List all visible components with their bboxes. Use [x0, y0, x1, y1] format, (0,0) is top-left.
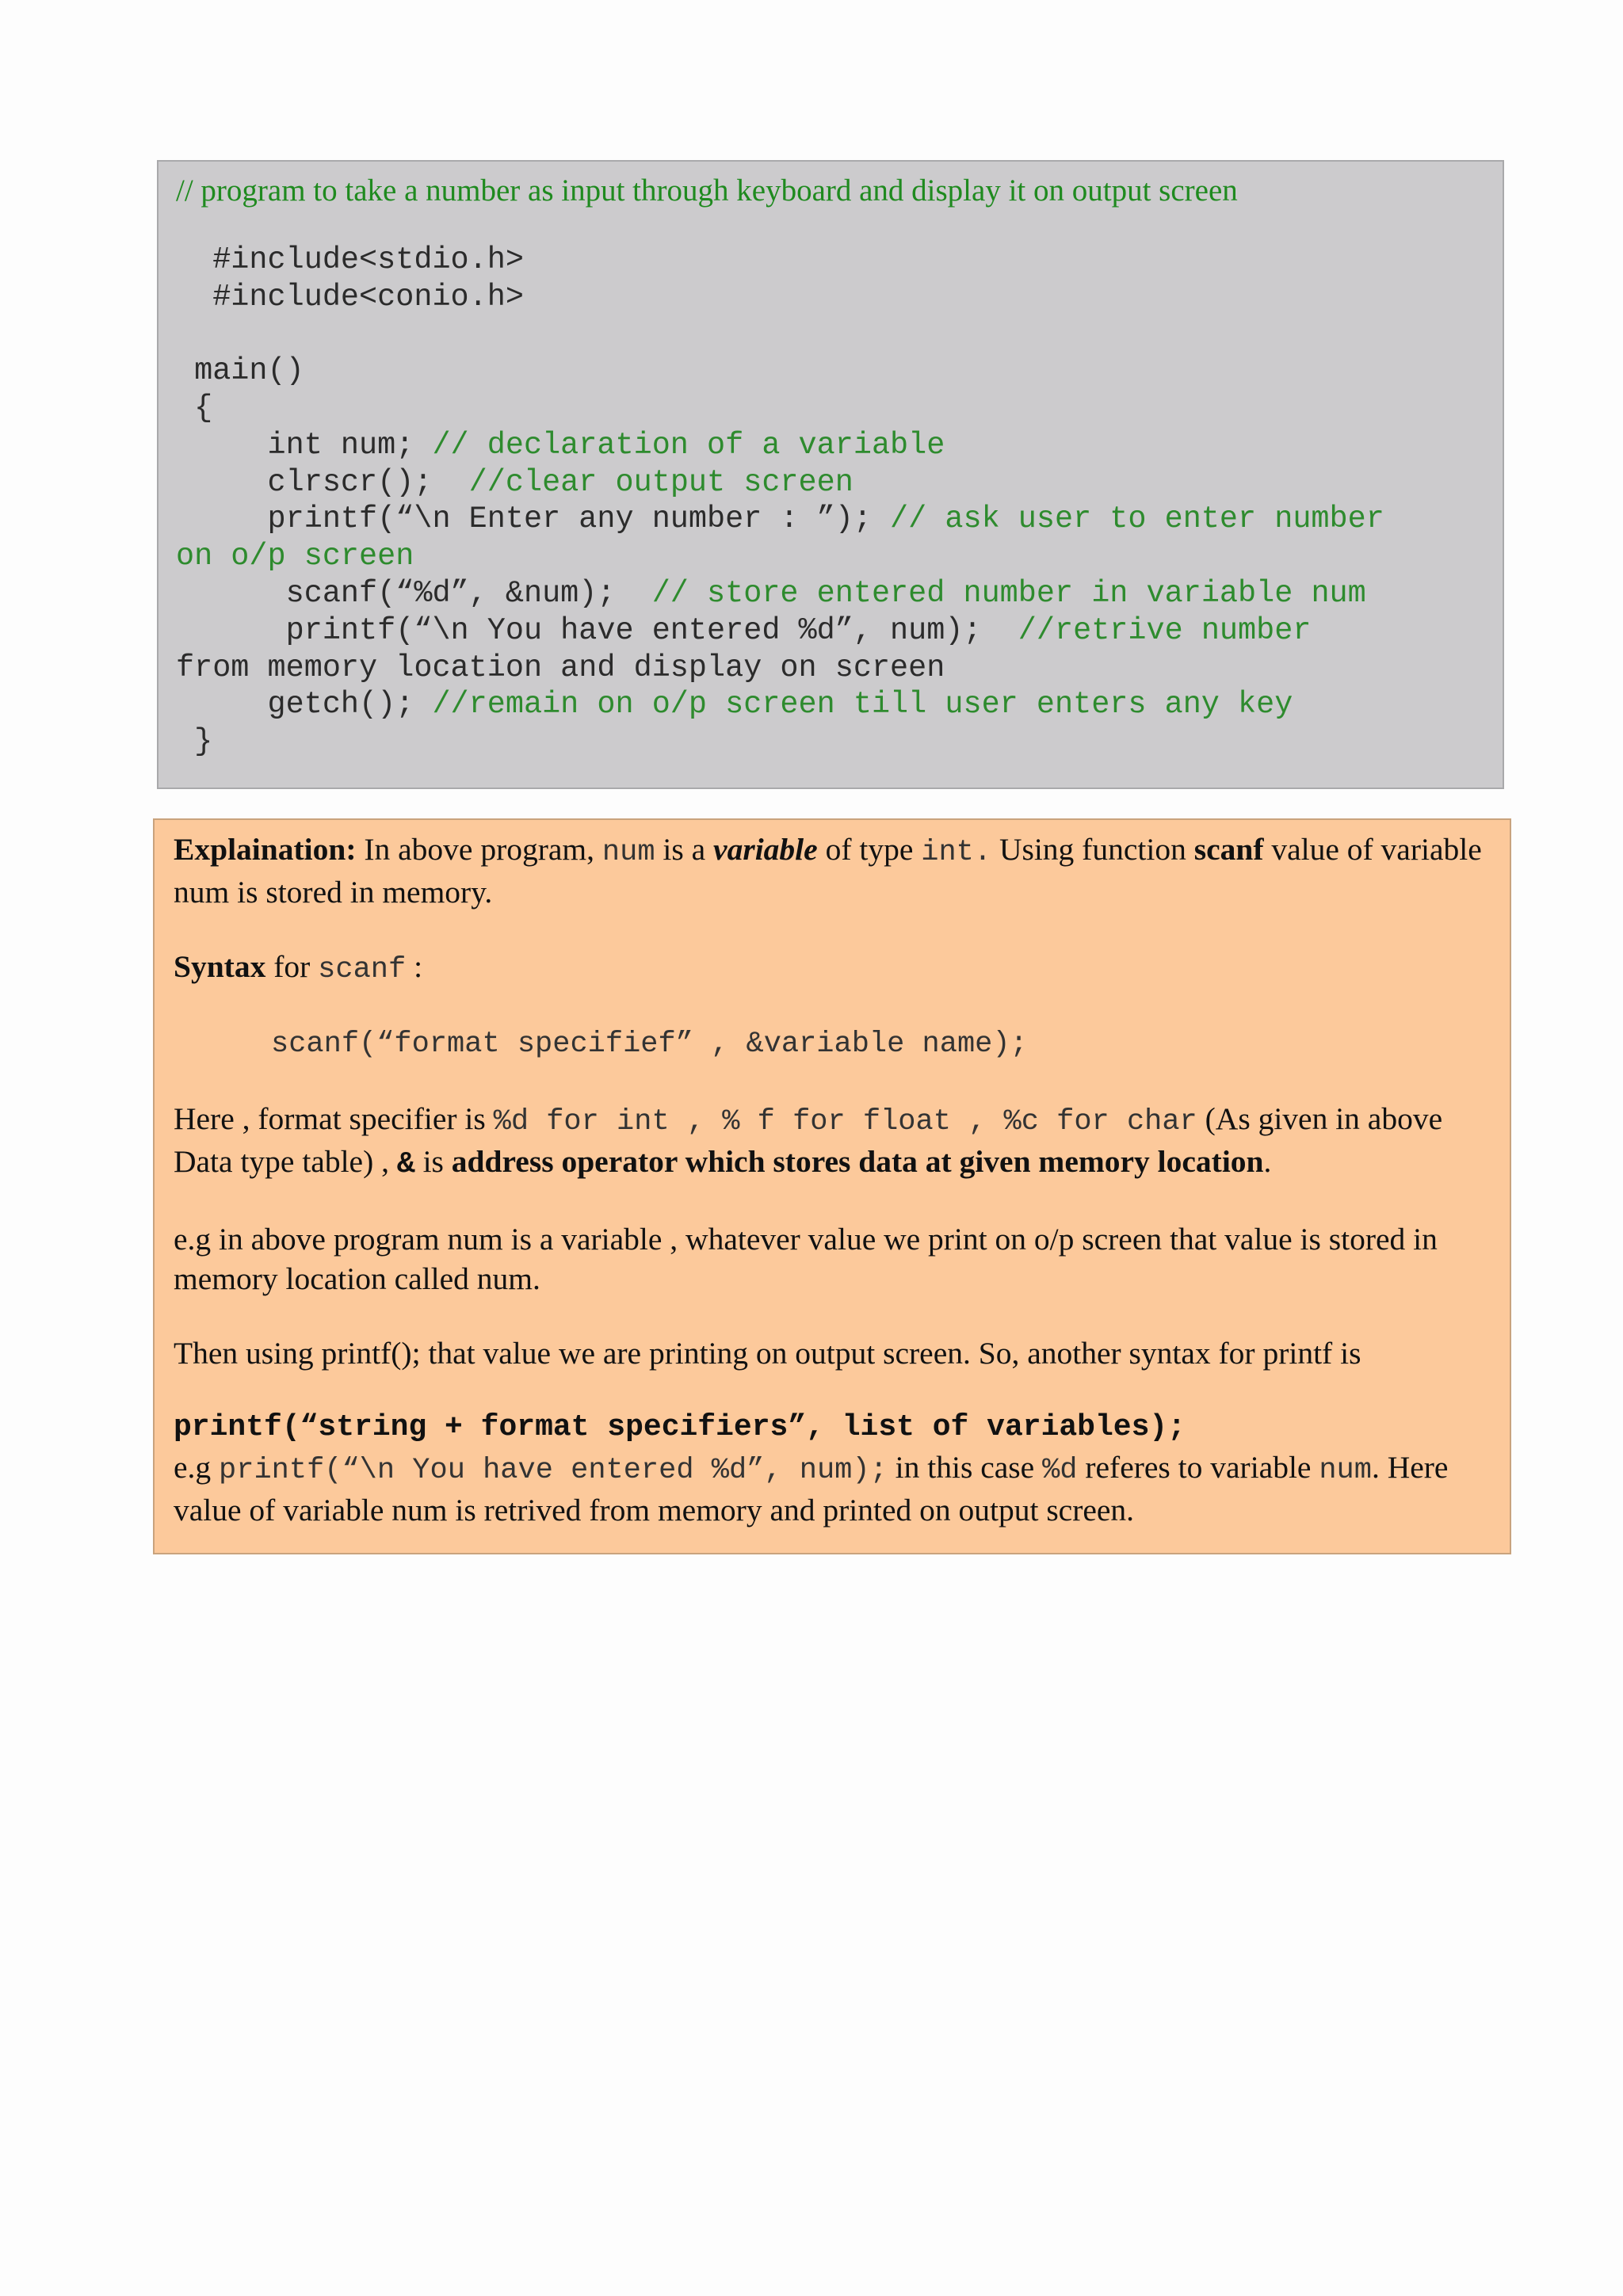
text: (As given in above Data type table) , [174, 1101, 1443, 1179]
text: of type [817, 832, 922, 867]
text: for [265, 949, 319, 984]
printf2-continued: from memory location and display on screen [176, 650, 945, 685]
scanf-code: scanf(“%d”, &num); [176, 575, 652, 611]
declaration-line [176, 427, 1487, 464]
clrscr-comment: //clear output screen [468, 464, 854, 500]
scanf-line [176, 575, 1487, 612]
main-line: main() [176, 353, 304, 389]
printf-code: printf(“\n Enter any number : ”); [176, 502, 891, 537]
inline-code-num-2: num [1319, 1454, 1372, 1487]
inline-code-d: %d [1042, 1454, 1078, 1487]
printf2-comment: //retrive number [1018, 612, 1312, 648]
printf-comment: // ask user to enter number [890, 502, 1384, 537]
syntax-label: Syntax [174, 949, 266, 984]
close-brace-line: } [176, 724, 213, 760]
format-specifiers-code: %d for int , % f for float , %c for char [493, 1105, 1197, 1138]
text: . Here value of variable num is retrived from memory and printed on output screen. [174, 1450, 1449, 1527]
text: is [414, 1144, 452, 1179]
getch-line [176, 686, 1487, 723]
inline-code-printf: printf(“\n You have entered %d”, num); [219, 1454, 888, 1487]
text: In above program, [356, 832, 602, 867]
scanf-term: scanf [1193, 832, 1264, 867]
getch-comment: //remain on o/p screen till user enters any key [432, 687, 1293, 723]
declaration-code: int num; [176, 427, 433, 463]
inline-code-int: int. [921, 836, 992, 869]
text: . [1263, 1144, 1272, 1179]
code-block [157, 160, 1504, 789]
text: is a [655, 832, 714, 867]
printf-syntax: printf(“string + format specifiers”, list of variables); [174, 1410, 1186, 1444]
scanf-comment: // store entered number in variable num [651, 575, 1366, 611]
text: e.g [174, 1450, 220, 1485]
scanf-syntax: scanf(“format specifief” , &variable name); [271, 1028, 1028, 1061]
text: in this case [887, 1450, 1043, 1485]
text: Using function [991, 832, 1194, 867]
printf-paragraph: Then using printf(); that value we are printing on output screen. So, another syntax for printf is [174, 1336, 1361, 1371]
clrscr-line [176, 464, 1487, 502]
text: Here , format specifier is [174, 1101, 494, 1136]
printf2-line [176, 612, 1487, 650]
printf-line [176, 501, 1487, 538]
explanation-paragraph [174, 830, 1491, 912]
ampersand-operator: & [396, 1147, 415, 1181]
code-lines [176, 242, 1487, 761]
text: referes to variable [1077, 1450, 1319, 1485]
address-operator-text: address operator which stores data at given memory location [451, 1144, 1264, 1179]
variable-term: variable [713, 832, 818, 867]
include-conio-line: #include<conio.h> [176, 279, 524, 315]
open-brace-line: { [176, 390, 213, 425]
declaration-comment: // declaration of a variable [432, 427, 945, 463]
include-stdio-line: #include<stdio.h> [176, 242, 524, 277]
example-paragraph: e.g in above program num is a variable , whatever value we print on o/p screen that value is stored in memory location called num. [174, 1222, 1438, 1296]
inline-code-scanf: scanf [318, 953, 407, 986]
text: value of variable num is stored in memory. [174, 832, 1482, 910]
explanation-heading: Explaination: [174, 832, 357, 867]
printf2-code: printf(“\n You have entered %d”, num); [176, 612, 1018, 648]
printf-example-paragraph [174, 1447, 1491, 1530]
getch-code: getch(); [176, 687, 433, 723]
text: : [406, 949, 423, 984]
inline-code-num: num [601, 836, 655, 869]
blank-line [176, 315, 1487, 353]
explanation-block [153, 818, 1511, 1554]
printf-comment-continued: on o/p screen [176, 539, 414, 574]
syntax-heading [174, 947, 1491, 990]
clrscr-code: clrscr(); [176, 464, 469, 500]
format-specifier-paragraph [174, 1099, 1491, 1184]
code-title-comment: // program to take a number as input through keyboard and display it on output screen [176, 174, 1238, 208]
